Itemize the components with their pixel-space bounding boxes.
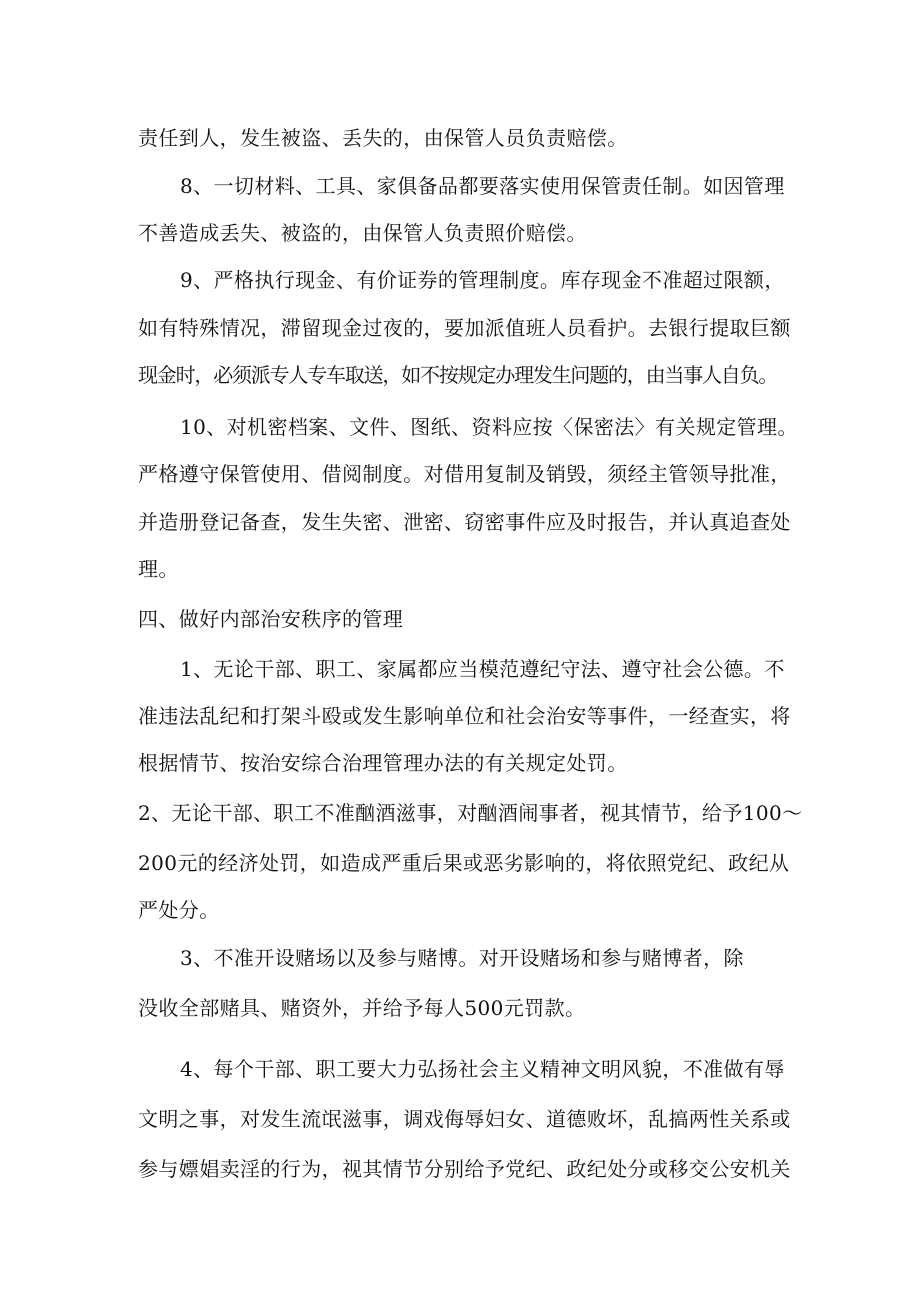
text-line: 10、对机密档案、文件、图纸、资料应按〈保密法〉有关规定管理。: [180, 415, 798, 439]
text-line: 200元的经济处罚，如造成严重后果或恶劣影响的，将依照党纪、政纪从: [138, 851, 790, 875]
text-line: 如有特殊情况，滞留现金过夜的，要加派值班人员看护。去银行提取巨额: [138, 316, 791, 340]
text-line: 严处分。: [138, 898, 220, 922]
section-heading: 四、做好内部治安秩序的管理: [138, 607, 404, 631]
text-line: 理。: [138, 557, 179, 581]
text-line: 1、无论干部、职工、家属都应当模范遵纪守法、遵守社会公德。不: [180, 657, 785, 681]
text-line: 并造册登记备查，发生失密、泄密、窃密事件应及时报告，并认真追查处: [138, 510, 791, 534]
text-line: 3、不准开设赌场以及参与赌博。对开设赌场和参与赌博者，除: [180, 946, 744, 970]
text-line: 严格遵守保管使用、借阅制度。对借用复制及销毁，须经主管领导批准，: [138, 462, 791, 486]
text-line: 现金时，必须派专人专车取送，如不按规定办理发生问题的，由当事人自负。: [138, 363, 778, 387]
text-line: 9、严格执行现金、有价证券的管理制度。库存现金不准超过限额，: [180, 268, 785, 292]
text-line: 准违法乱纪和打架斗殴或发生影响单位和社会治安等事件，一经查实，将: [138, 704, 791, 728]
text-line: 责任到人，发生被盗、丢失的，由保管人员负责赔偿。: [138, 126, 628, 150]
text-line: 参与嫖娼卖淫的行为，视其情节分别给予党纪、政纪处分或移交公安机关: [138, 1157, 791, 1181]
text-line: 文明之事，对发生流氓滋事，调戏侮辱妇女、道德败坏，乱搞两性关系或: [138, 1107, 791, 1131]
text-line: 根据情节、按治安综合治理管理办法的有关规定处罚。: [138, 751, 628, 775]
text-line: 4、每个干部、职工要大力弘扬社会主义精神文明风貌，不准做有辱: [180, 1057, 785, 1081]
text-line: 不善造成丢失、被盗的，由保管人负责照价赔偿。: [138, 221, 587, 245]
text-line: 没收全部赌具、赌资外，并给予每人500元罚款。: [138, 996, 586, 1020]
text-line: 2、无论干部、职工不准酗酒滋事，对酗酒闹事者，视其情节，给予100～: [138, 801, 803, 825]
text-line: 8、一切材料、工具、家俱备品都要落实使用保管责任制。如因管理: [180, 174, 785, 198]
